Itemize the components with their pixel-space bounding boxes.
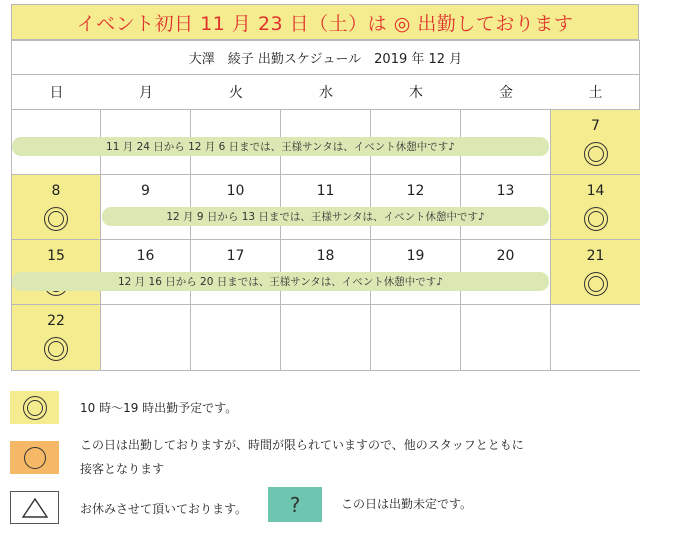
question-icon: ? <box>268 487 322 522</box>
day-number: 14 <box>586 183 605 199</box>
day-number: 22 <box>47 313 65 329</box>
weekday-header: 日 <box>12 75 101 110</box>
legend-circle-text-line1: この日は出勤しておりますが、時間が限られていますので、他のスタッフとともに <box>80 438 524 452</box>
day-number: 11 <box>316 183 335 199</box>
weekday-header: 水 <box>281 75 371 110</box>
legend-circle-box <box>10 441 59 474</box>
calendar-day-cell <box>101 305 191 370</box>
double-circle-icon <box>584 142 608 166</box>
day-number: 20 <box>496 248 515 264</box>
weekday-header: 木 <box>371 75 461 110</box>
calendar-day-cell <box>281 305 371 370</box>
weekday-header: 金 <box>461 75 551 110</box>
rest-period-note: 11 月 24 日から 12 月 6 日までは、王様サンタは、イベント休憩中です♪ <box>12 137 549 156</box>
day-number: 15 <box>47 248 65 264</box>
calendar-day-cell <box>12 305 101 370</box>
day-number: 19 <box>406 248 425 264</box>
calendar-day-cell <box>551 240 640 305</box>
rest-period-note: 12 月 9 日から 13 日までは、王様サンタは、イベント休憩中です♪ <box>102 207 549 226</box>
schedule-subtitle: 大澤 綾子 出勤スケジュール 2019 年 12 月 <box>12 41 639 75</box>
calendar-day-cell <box>551 110 640 175</box>
legend-triangle-text: お休みさせて頂いております。 <box>80 502 248 516</box>
event-banner: イベント初日 11 月 23 日（土）は ◎ 出勤しております <box>11 4 639 40</box>
day-number: 13 <box>496 183 515 199</box>
calendar-day-cell <box>551 305 640 370</box>
weekday-header: 土 <box>551 75 640 110</box>
double-circle-icon <box>44 337 68 361</box>
day-number: 9 <box>141 183 150 199</box>
calendar-day-cell <box>191 305 281 370</box>
weekday-header: 月 <box>101 75 191 110</box>
day-number: 7 <box>591 118 600 134</box>
legend-double-circle-text: 10 時〜19 時出勤予定です。 <box>80 401 238 415</box>
day-number: 18 <box>316 248 335 264</box>
rest-period-note: 12 月 16 日から 20 日までは、王様サンタは、イベント休憩中です♪ <box>12 272 549 291</box>
calendar-day-cell <box>551 175 640 240</box>
day-number: 21 <box>586 248 605 264</box>
weekday-header: 火 <box>191 75 281 110</box>
day-number: 12 <box>406 183 425 199</box>
double-circle-icon <box>23 396 47 420</box>
legend-circle-text-line2: 接客となります <box>80 462 165 476</box>
double-circle-icon <box>584 207 608 231</box>
legend-double-circle-box <box>10 391 59 424</box>
calendar-day-cell <box>371 305 461 370</box>
double-circle-icon <box>584 272 608 296</box>
calendar-day-cell <box>461 305 551 370</box>
calendar-day-cell <box>12 175 101 240</box>
day-number: 10 <box>226 183 245 199</box>
calendar-grid <box>11 40 640 371</box>
legend-triangle-box <box>10 491 59 524</box>
triangle-icon <box>21 497 49 519</box>
day-number: 8 <box>51 183 61 199</box>
double-circle-icon <box>44 207 68 231</box>
circle-icon <box>24 447 46 469</box>
day-number: 16 <box>136 248 155 264</box>
legend-question-text: この日は出勤未定です。 <box>341 497 473 511</box>
day-number: 17 <box>226 248 245 264</box>
